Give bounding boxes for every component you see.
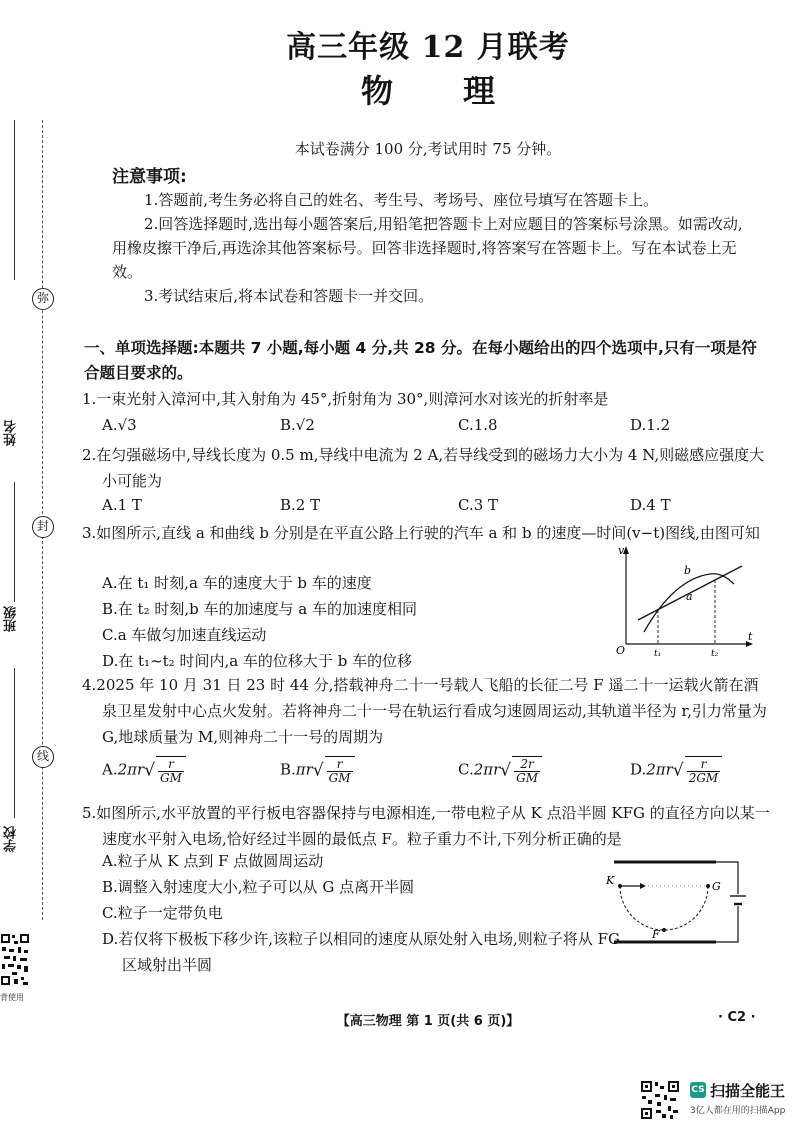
field-line <box>14 120 15 280</box>
field-line <box>14 668 15 818</box>
option-d-wrap <box>102 926 624 978</box>
question-stem: 2.在匀强磁场中,导线长度为 0.5 m,导线中电流为 2 A,若导线受到的磁场力大小为 4 N,则磁感应强度大小可能为 <box>82 446 765 490</box>
option-letter: D. <box>630 760 647 779</box>
binding-margin <box>0 0 62 1132</box>
frac-den: GM <box>516 771 539 785</box>
qr-label: 背使用 <box>0 993 24 1002</box>
option-c: C.1.8 <box>458 416 498 434</box>
scanner-qr-icon <box>640 1080 680 1120</box>
field-school-label: 学校 <box>4 826 19 852</box>
option-b: B.在 t₂ 时刻,b 车的加速度与 a 车的加速度相同 <box>102 600 417 618</box>
question-5 <box>82 800 772 852</box>
option-c: C.a 车做匀加速直线运动 <box>102 626 267 644</box>
sqrt-icon: √ <box>672 760 684 781</box>
a-label: a <box>686 590 693 603</box>
page-footer: 【高三物理 第 1 页(共 6 页)】 <box>336 1014 520 1029</box>
option-a: A.粒子从 K 点到 F 点做圆周运动 <box>102 852 324 870</box>
frac-den: GM <box>160 771 182 785</box>
option-letter: C. <box>458 760 474 779</box>
g-label: G <box>712 880 721 893</box>
seal-xian: 线 <box>32 746 54 768</box>
capacitor-figure <box>602 854 752 954</box>
question-3 <box>82 520 772 546</box>
option-letter: A. <box>102 760 118 779</box>
k-label: K <box>606 874 615 887</box>
scanner-app-name: 扫描全能王 <box>710 1082 786 1100</box>
question-4 <box>82 672 772 750</box>
option-coef: 2πr <box>117 760 145 779</box>
radicand <box>156 756 186 785</box>
option-d: D.在 t₁~t₂ 时间内,a 车的位移大于 b 车的位移 <box>102 652 413 670</box>
vt-graph-figure <box>614 544 754 662</box>
option-c: C.粒子一定带负电 <box>102 904 223 922</box>
exam-title: 高三年级 12 月联考 <box>286 30 570 65</box>
t1-label: t₁ <box>654 649 662 659</box>
seal-feng: 封 <box>32 516 54 538</box>
frac-num: r <box>687 758 721 772</box>
field-line <box>14 482 15 602</box>
option-b: B.√2 <box>280 416 315 434</box>
seal-mi: 弥 <box>32 288 54 310</box>
question-2 <box>82 442 772 494</box>
exam-info: 本试卷满分 100 分,考试用时 75 分钟。 <box>294 140 562 158</box>
frac-num: r <box>327 758 353 772</box>
sqrt-icon: √ <box>500 760 512 781</box>
option-b: B.调整入射速度大小,粒子可以从 G 点离开半圆 <box>102 878 415 896</box>
notice-item-3: 3.考试结束后,将本试卷和答题卡一并交回。 <box>144 287 434 305</box>
page-code: · C2 · <box>718 1010 756 1025</box>
f-label: F <box>652 928 660 941</box>
option-coef: πr <box>295 760 313 779</box>
t2-label: t₂ <box>711 649 719 659</box>
point-k <box>618 884 622 888</box>
option-a: A.√3 <box>102 416 137 434</box>
frac-num: 2r <box>514 758 540 772</box>
radicand <box>325 756 355 785</box>
sqrt-icon: √ <box>144 760 156 781</box>
option-letter: B. <box>280 760 296 779</box>
wire-bottom <box>716 906 738 942</box>
question-4-options <box>102 756 782 796</box>
option-d <box>630 756 722 785</box>
option-b: B.2 T <box>280 496 321 514</box>
frac-den: 2GM <box>688 771 719 785</box>
radicand <box>512 756 542 785</box>
option-c <box>458 756 542 785</box>
question-stem: 5.如图所示,水平放置的平行板电容器保持与电源相连,一带电粒子从 K 点沿半圆 KFG 的直径方向以某一速度水平射入电场,恰好经过半圆的最低点 F。粒子重力不计,下列分析正确的是 <box>82 804 770 848</box>
question-stem: 1.一束光射入漳河中,其入射角为 45°,折射角为 30°,则漳河水对该光的折射率是 <box>82 390 609 408</box>
b-label: b <box>684 564 692 577</box>
arrow-head-icon <box>640 883 646 889</box>
qr-code-icon <box>0 932 30 988</box>
option-a: A.1 T <box>102 496 142 514</box>
v-label: v <box>618 544 625 557</box>
point-g <box>706 884 710 888</box>
frac-num: r <box>158 758 184 772</box>
origin-label: O <box>616 644 626 657</box>
radicand <box>685 756 723 785</box>
question-stem: 4.2025 年 10 月 31 日 23 时 44 分,搭载神舟二十一号载人飞船的长征二号 F 遥二十一运载火箭在酒泉卫星发射中心点火发射。若将神舟二十一号在轨运行看成匀速圆周运动,其轨道半径为 r,引力常量为 G,地球质量为 M,则神舟二十一号的周期为 <box>82 676 767 746</box>
question-1 <box>82 386 772 412</box>
option-d: D.若仅将下极板下移少许,该粒子以相同的速度从原处射入电场,则粒子将从 FG 区域射出半圆 <box>102 930 620 974</box>
option-coef: 2πr <box>646 760 673 779</box>
notice-title: 注意事项: <box>112 167 187 187</box>
option-a <box>102 756 186 785</box>
sqrt-icon: √ <box>312 760 324 781</box>
notice-item-1: 1.答题前,考生务必将自己的姓名、考生号、考场号、座位号填写在答题卡上。 <box>144 191 659 209</box>
field-class-label: 班级 <box>4 606 19 632</box>
scanner-slogan: 3亿人都在用的扫描App <box>690 1106 786 1116</box>
section-heading: 一、单项选择题:本题共 7 小题,每小题 4 分,共 28 分。在每小题给出的四个选项中,只有一项是符合题目要求的。 <box>84 339 757 382</box>
exam-subject: 物理 <box>360 72 565 110</box>
field-name-label: 姓名 <box>4 420 19 446</box>
t-label: t <box>748 630 753 643</box>
point-f <box>662 928 666 932</box>
option-c: C.3 T <box>458 496 499 514</box>
notice-item-2: 2.回答选择题时,选出每小题答案后,用铅笔把答题卡上对应题目的答案标号涂黑。如需改动,用橡皮擦干净后,再选涂其他答案标号。回答非选择题时,将答案写在答题卡上。写在本试卷上无效。 <box>112 215 743 281</box>
cs-logo-icon: CS <box>690 1082 706 1098</box>
semicircle-kfg <box>620 886 708 930</box>
question-stem: 3.如图所示,直线 a 和曲线 b 分别是在平直公路上行驶的汽车 a 和 b 的速度—时间(v−t)图线,由图可知 <box>82 524 760 542</box>
option-b <box>280 756 355 785</box>
frac-den: GM <box>328 771 351 785</box>
option-coef: 2πr <box>473 760 501 779</box>
option-a: A.在 t₁ 时刻,a 车的速度大于 b 车的速度 <box>102 574 372 592</box>
option-d: D.1.2 <box>630 416 671 434</box>
option-d: D.4 T <box>630 496 671 514</box>
